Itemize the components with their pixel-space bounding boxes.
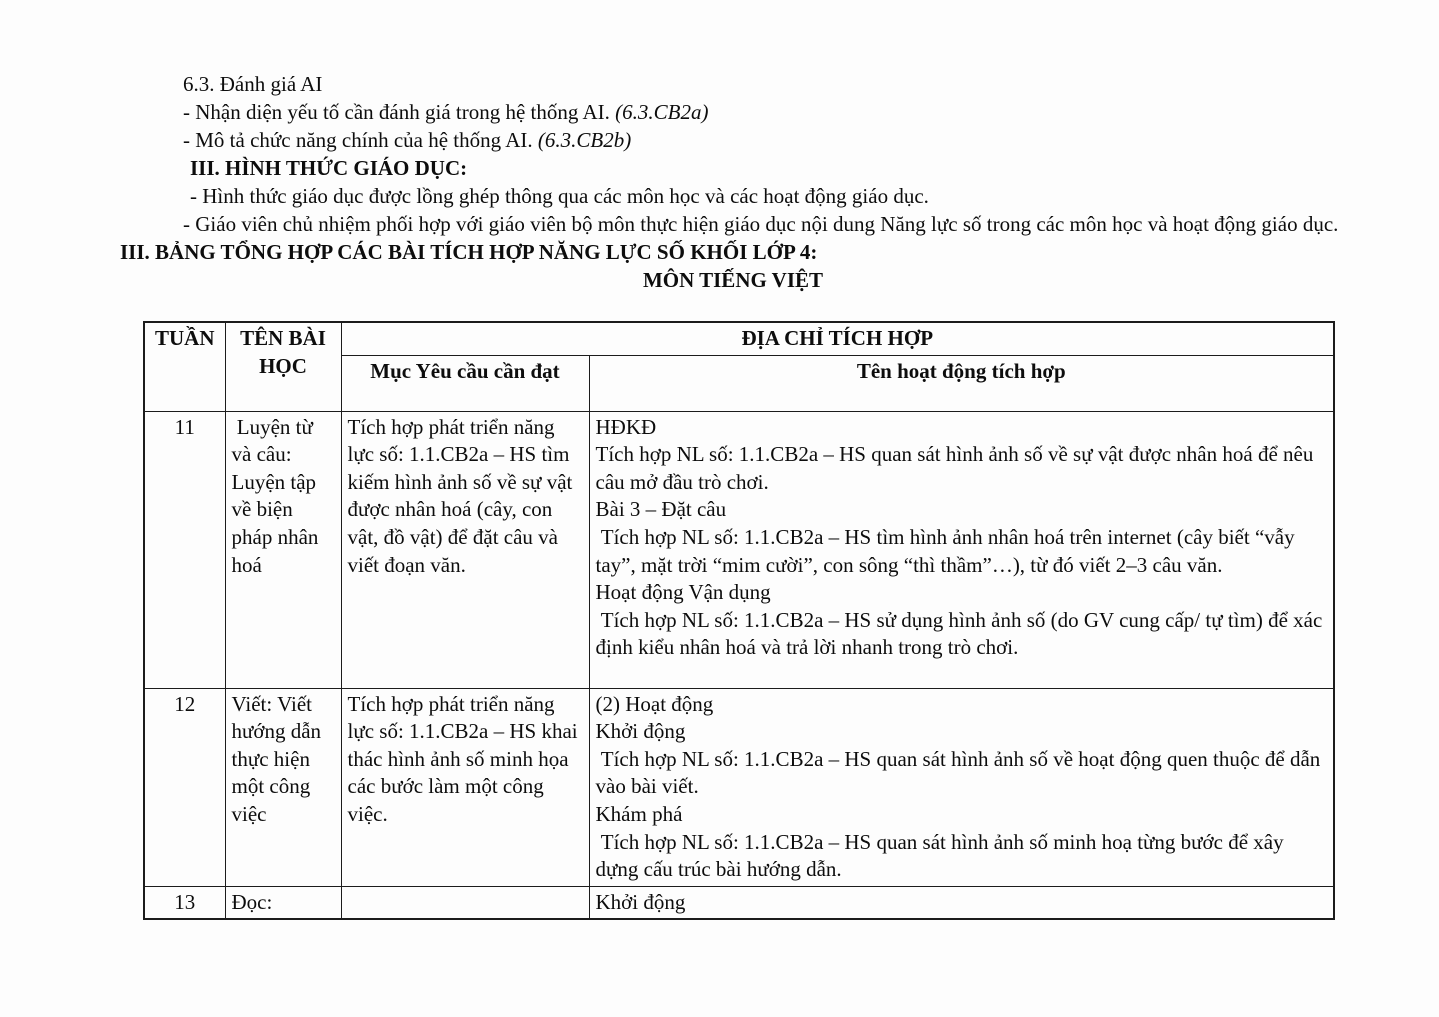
requirement xyxy=(341,886,589,919)
code-ref-cb2a: (6.3.CB2a) xyxy=(615,100,709,124)
section-heading-table: III. BẢNG TỔNG HỢP CÁC BÀI TÍCH HỢP NĂNG LỰC SỐ KHỐI LỚP 4: xyxy=(120,240,818,264)
activity-paragraph: HĐKĐ xyxy=(595,414,657,439)
table-subtitle: MÔN TIẾNG VIỆT xyxy=(642,268,824,292)
activities xyxy=(589,411,1334,688)
form-item-1: - Hình thức giáo dục được lồng ghép thông qua các môn học và các hoạt động giáo dục. xyxy=(190,184,929,208)
column-header-dia-chi: ĐỊA CHỈ TÍCH HỢP xyxy=(341,322,1334,355)
bullet-1-text: - Nhận diện yếu tố cần đánh giá trong hệ thống AI. xyxy=(183,100,616,124)
document-content xyxy=(120,70,1346,294)
activity-paragraph: (2) Hoạt động xyxy=(595,691,714,716)
column-header-ten-hoat-dong: Tên hoạt động tích hợp xyxy=(589,355,1334,411)
requirement: Tích hợp phát triển năng lực số: 1.1.CB2a – HS khai thác hình ảnh số minh họa các bước làm một công việc. xyxy=(341,688,589,886)
bullet-line-1 xyxy=(120,98,1346,126)
activity-paragraph: Khởi động xyxy=(595,719,686,744)
column-header-ten-bai-hoc: TÊN BÀI HỌC xyxy=(225,322,341,411)
lesson-name: Đọc: xyxy=(225,886,341,919)
lesson-name: Luyện từ và câu: Luyện tập về biện pháp nhân hoá xyxy=(225,411,341,688)
activities xyxy=(589,688,1334,886)
activity-paragraph: Tích hợp NL số: 1.1.CB2a – HS quan sát hình ảnh số minh hoạ từng bước để xây dựng cấu trúc bài hướng dẫn. xyxy=(595,829,1289,882)
activity-paragraph: Tích hợp NL số: 1.1.CB2a – HS tìm hình ảnh nhân hoá trên internet (cây biết “vẫy tay”, mặt trời “mim cười”, con sông “thì thầm”…), từ đó viết 2–3 câu văn. xyxy=(595,524,1300,577)
activity-paragraph: Tích hợp NL số: 1.1.CB2a – HS sử dụng hình ảnh số (do GV cung cấp/ tự tìm) để xác định kiểu nhân hoá và trả lời nhanh trong trò chơi. xyxy=(595,607,1328,660)
activity-paragraph: Tích hợp NL số: 1.1.CB2a – HS quan sát hình ảnh số về hoạt động quen thuộc để dẫn vào bài viết. xyxy=(595,746,1326,799)
column-header-tuan: TUẦN xyxy=(144,322,225,411)
bullet-2-text: - Mô tả chức năng chính của hệ thống AI. xyxy=(183,128,538,152)
form-item-2: - Giáo viên chủ nhiệm phối hợp với giáo viên bộ môn thực hiện giáo dục nội dung Năng lực số trong các môn học và hoạt động giáo dục. xyxy=(183,212,1339,236)
table-row-week-11 xyxy=(144,411,1334,688)
section-heading-form: III. HÌNH THỨC GIÁO DỤC: xyxy=(190,156,468,180)
column-header-muc-yeu-cau: Mục Yêu cầu cần đạt xyxy=(341,355,589,411)
activities xyxy=(589,886,1334,919)
activity-paragraph: Bài 3 – Đặt câu xyxy=(595,497,727,522)
table-row-week-12 xyxy=(144,688,1334,886)
bullet-line-2 xyxy=(120,126,1346,154)
activity-paragraph: Khởi động xyxy=(595,889,686,914)
week-number: 12 xyxy=(144,688,225,886)
week-number: 11 xyxy=(144,411,225,688)
table-row-week-13 xyxy=(144,886,1334,919)
integration-table xyxy=(143,321,1335,920)
week-number: 13 xyxy=(144,886,225,919)
section-heading-6-3: 6.3. Đánh giá AI xyxy=(183,72,323,96)
activity-paragraph: Hoạt động Vận dụng xyxy=(595,580,771,605)
code-ref-cb2b: (6.3.CB2b) xyxy=(537,128,632,152)
activity-paragraph: Khám phá xyxy=(595,801,683,826)
activity-paragraph: Tích hợp NL số: 1.1.CB2a – HS quan sát hình ảnh số về sự vật được nhân hoá để nêu câu mở đầu trò chơi. xyxy=(595,442,1319,494)
requirement: Tích hợp phát triển năng lực số: 1.1.CB2a – HS tìm kiếm hình ảnh số về sự vật được nhân hoá (cây, con vật, đồ vật) để đặt câu và viết đoạn văn. xyxy=(341,411,589,688)
lesson-name: Viết: Viết hướng dẫn thực hiện một công việc xyxy=(225,688,341,886)
